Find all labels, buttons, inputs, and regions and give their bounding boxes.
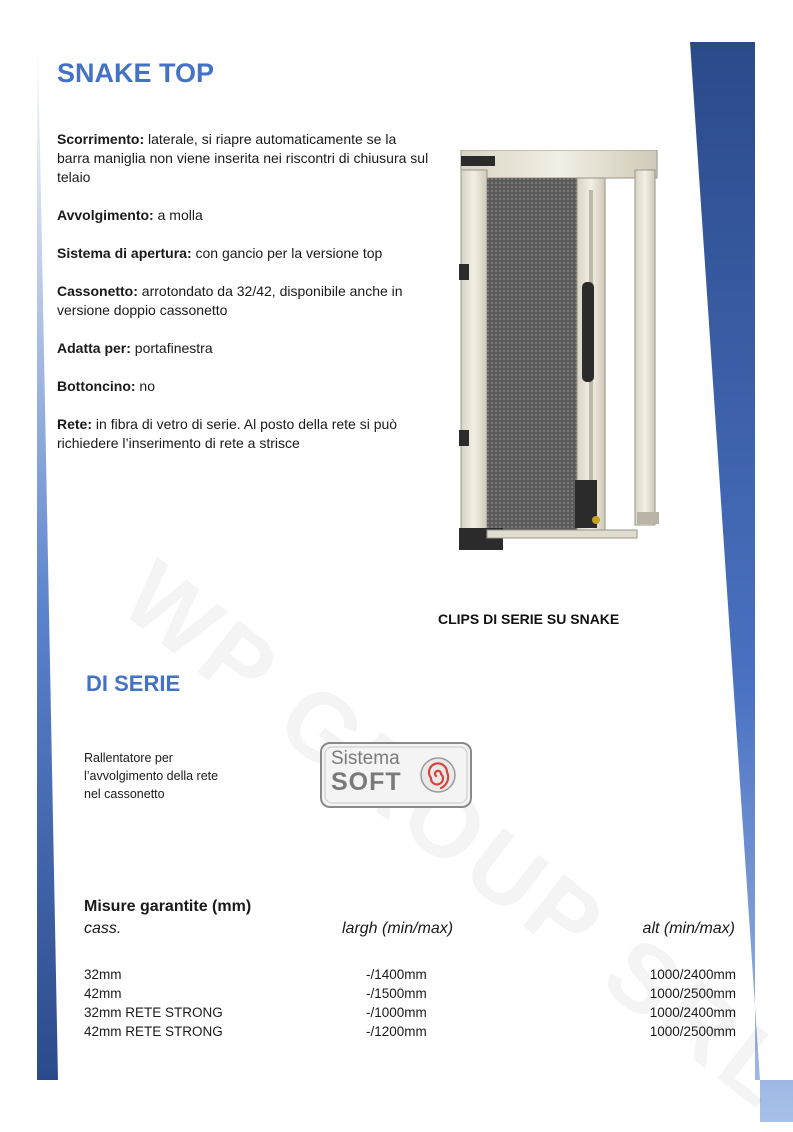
spec-label: Cassonetto: — [57, 283, 138, 299]
spec-item — [57, 282, 429, 320]
cell-height: 1000/2500mm — [649, 986, 736, 1001]
cell-height: 1000/2400mm — [649, 967, 736, 982]
spec-item — [57, 339, 429, 358]
column-header-cass: cass. — [84, 920, 122, 937]
product-image — [455, 150, 665, 555]
spec-text: a molla — [153, 207, 203, 223]
spec-label: Rete: — [57, 416, 93, 432]
cell-cass: 42mm — [84, 986, 122, 1001]
column-header-height: alt (min/max) — [642, 920, 735, 937]
cell-height: 1000/2500mm — [649, 1024, 736, 1039]
right-band — [690, 42, 793, 1122]
spec-label: Scorrimento: — [57, 131, 145, 147]
spiral-icon — [421, 758, 455, 792]
spec-item — [57, 377, 429, 396]
spec-text: portafinestra — [130, 340, 213, 356]
spec-text: no — [135, 378, 155, 394]
table-row — [84, 984, 736, 1003]
measures-title: Misure garantite (mm) — [84, 898, 252, 915]
page-title: SNAKE TOP — [57, 58, 215, 88]
cell-width: -/1200mm — [366, 1024, 427, 1039]
spec-label: Adatta per: — [57, 340, 131, 356]
table-row — [84, 1022, 736, 1041]
section-title: DI SERIE — [86, 671, 181, 696]
left-band — [37, 42, 58, 1080]
spec-list — [57, 130, 429, 472]
product-caption: CLIPS DI SERIE SU SNAKE — [438, 611, 620, 627]
cell-width: -/1500mm — [366, 986, 427, 1001]
spec-text: in fibra di vetro di serie. Al posto della rete si può richiedere l’inserimento di rete a strisce — [57, 416, 398, 451]
spec-label: Sistema di apertura: — [57, 245, 192, 261]
cell-cass: 32mm RETE STRONG — [84, 1005, 223, 1020]
spec-text: laterale, si riapre automaticamente se la barra maniglia non viene inserita nei riscontri di chiusura sul telaio — [57, 131, 429, 185]
spec-label: Avvolgimento: — [57, 207, 154, 223]
spec-item — [57, 130, 429, 187]
table-row — [84, 965, 736, 984]
feature-description: Rallentatore per l’avvolgimento della rete nel cassonetto — [84, 751, 219, 801]
spec-item — [57, 415, 429, 453]
spec-text: arrotondato da 32/42, disponibile anche in versione doppio cassonetto — [57, 283, 403, 318]
cell-cass: 32mm — [84, 967, 122, 982]
column-header-width: largh (min/max) — [342, 920, 454, 937]
measures-table — [84, 965, 736, 1041]
spec-text: con gancio per la versione top — [191, 245, 383, 261]
spec-item — [57, 206, 429, 225]
spec-label: Bottoncino: — [57, 378, 136, 394]
logo-text-sistema: Sistema — [331, 748, 400, 769]
cell-cass: 42mm RETE STRONG — [84, 1024, 223, 1039]
cell-height: 1000/2400mm — [649, 1005, 736, 1020]
spec-item — [57, 244, 429, 263]
logo-text-soft: SOFT — [331, 768, 402, 796]
table-row — [84, 1003, 736, 1022]
cell-width: -/1400mm — [366, 967, 427, 982]
cell-width: -/1000mm — [366, 1005, 427, 1020]
